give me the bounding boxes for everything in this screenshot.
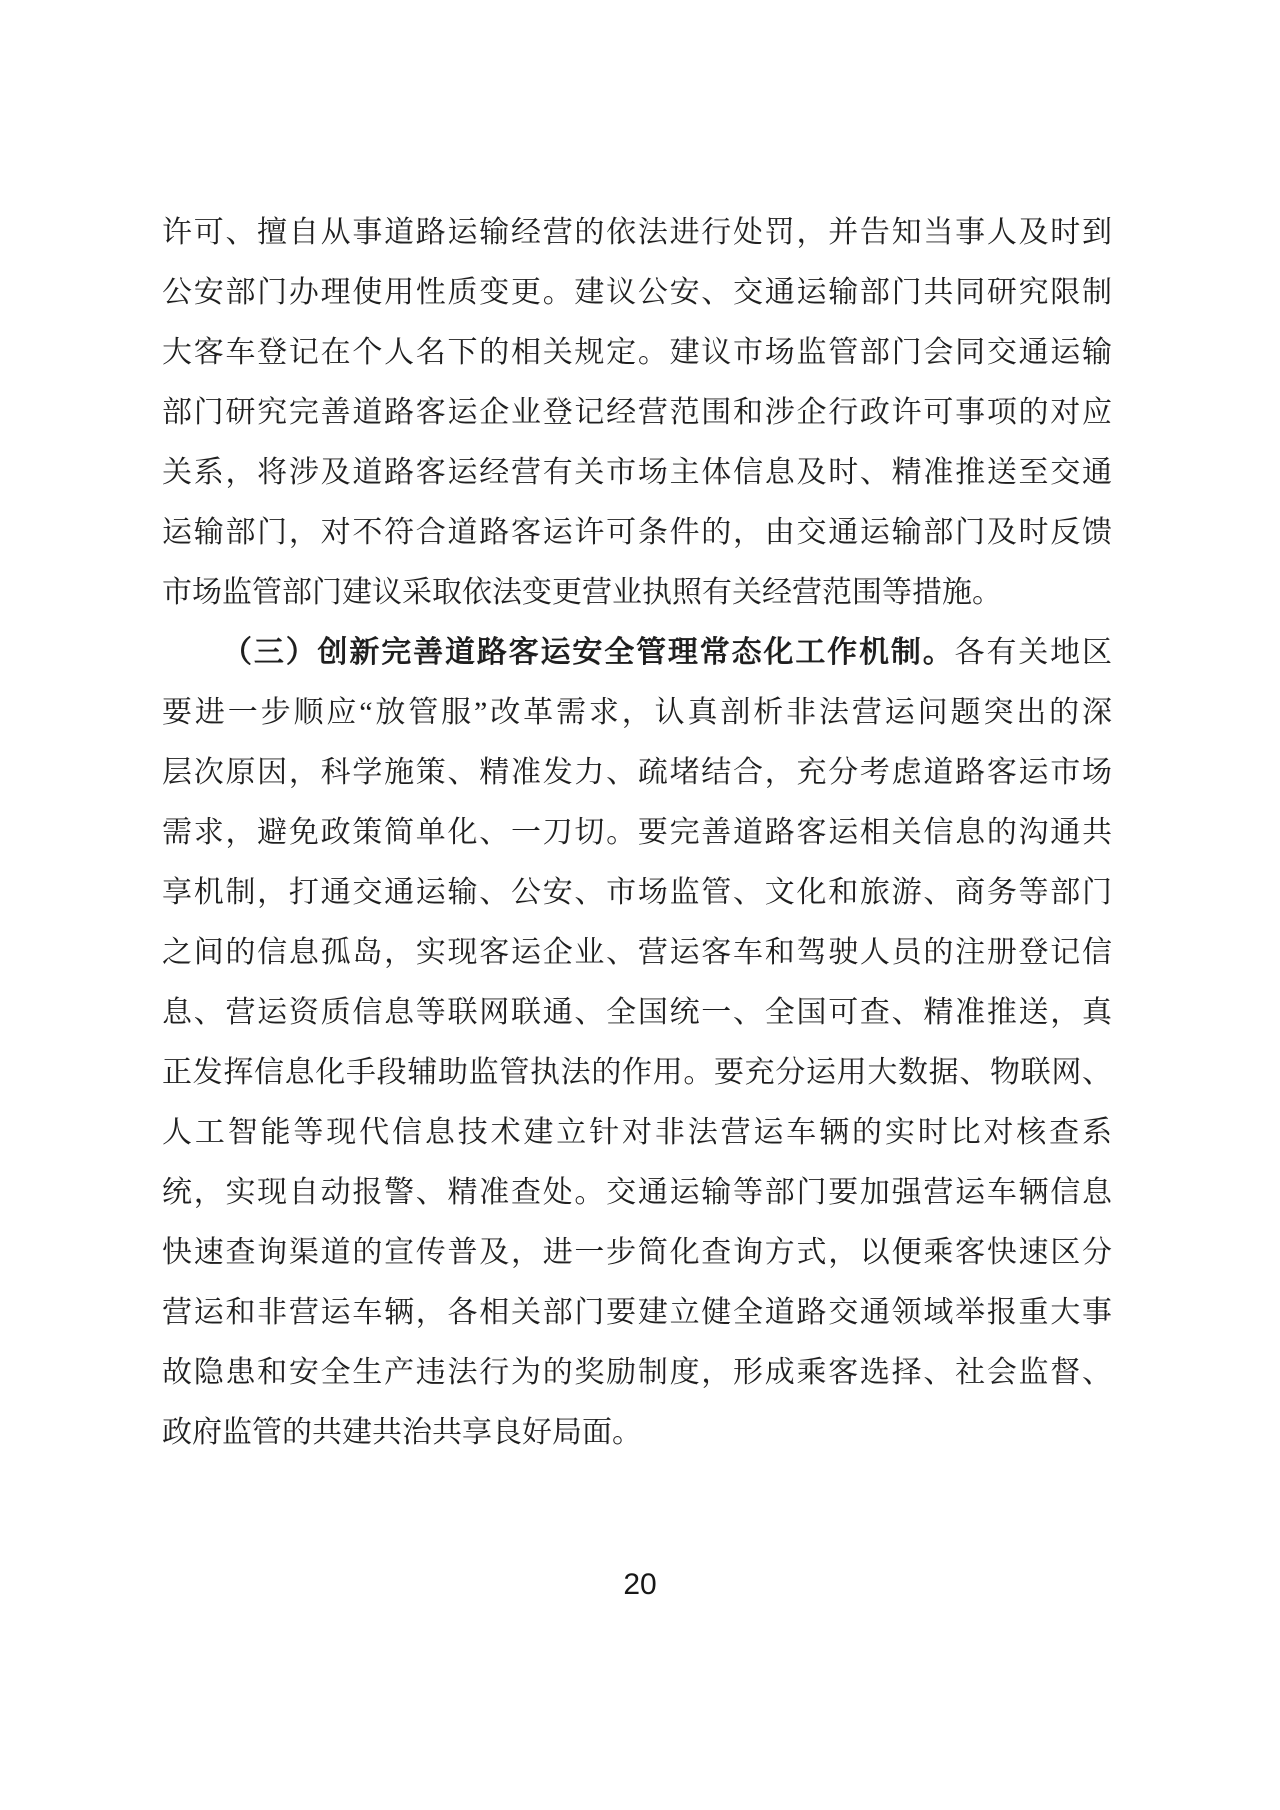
body-line: 大客车登记在个人名下的相关规定。建议市场监管部门会同交通运输: [162, 336, 1112, 369]
heading-trailing-text: 各有关地区: [954, 636, 1113, 669]
body-line: 运输部门，对不符合道路客运许可条件的，由交通运输部门及时反馈: [162, 516, 1112, 549]
body-line: 人工智能等现代信息技术建立针对非法营运车辆的实时比对核查系: [162, 1116, 1112, 1149]
body-line: 要进一步顺应“放管服”改革需求，认真剖析非法营运问题突出的深: [162, 696, 1112, 729]
body-line: 快速查询渠道的宣传普及，进一步简化查询方式，以便乘客快速区分: [162, 1236, 1112, 1269]
page-number: 20: [623, 1568, 657, 1601]
body-line: 关系，将涉及道路客运经营有关市场主体信息及时、精准推送至交通: [162, 456, 1112, 489]
body-line: 市场监管部门建议采取依法变更营业执照有关经营范围等措施。: [162, 576, 1002, 609]
document-body: [162, 203, 1112, 1463]
body-line: 许可、擅自从事道路运输经营的依法进行处罚，并告知当事人及时到: [162, 216, 1112, 249]
body-line: 营运和非营运车辆，各相关部门要建立健全道路交通领域举报重大事: [162, 1296, 1112, 1329]
body-line: 享机制，打通交通运输、公安、市场监管、文化和旅游、商务等部门: [162, 876, 1112, 909]
body-line: 故隐患和安全生产违法行为的奖励制度，形成乘客选择、社会监督、: [162, 1356, 1112, 1389]
body-line: 之间的信息孤岛，实现客运企业、营运客车和驾驶人员的注册登记信: [162, 936, 1112, 969]
body-line: 层次原因，科学施策、精准发力、疏堵结合，充分考虑道路客运市场: [162, 756, 1112, 789]
body-line: 正发挥信息化手段辅助监管执法的作用。要充分运用大数据、物联网、: [162, 1056, 1112, 1089]
body-line: 政府监管的共建共治共享良好局面。: [162, 1416, 642, 1449]
body-line: 部门研究完善道路客运企业登记经营范围和涉企行政许可事项的对应: [162, 396, 1112, 429]
section-heading: （三）创新完善道路客运安全管理常态化工作机制。: [222, 636, 955, 669]
body-line: 息、营运资质信息等联网联通、全国统一、全国可查、精准推送，真: [162, 996, 1112, 1029]
body-line: [162, 623, 1112, 683]
body-line: 统，实现自动报警、精准查处。交通运输等部门要加强营运车辆信息: [162, 1176, 1112, 1209]
body-line: 需求，避免政策简单化、一刀切。要完善道路客运相关信息的沟通共: [162, 816, 1112, 849]
body-line: 公安部门办理使用性质变更。建议公安、交通运输部门共同研究限制: [162, 276, 1112, 309]
